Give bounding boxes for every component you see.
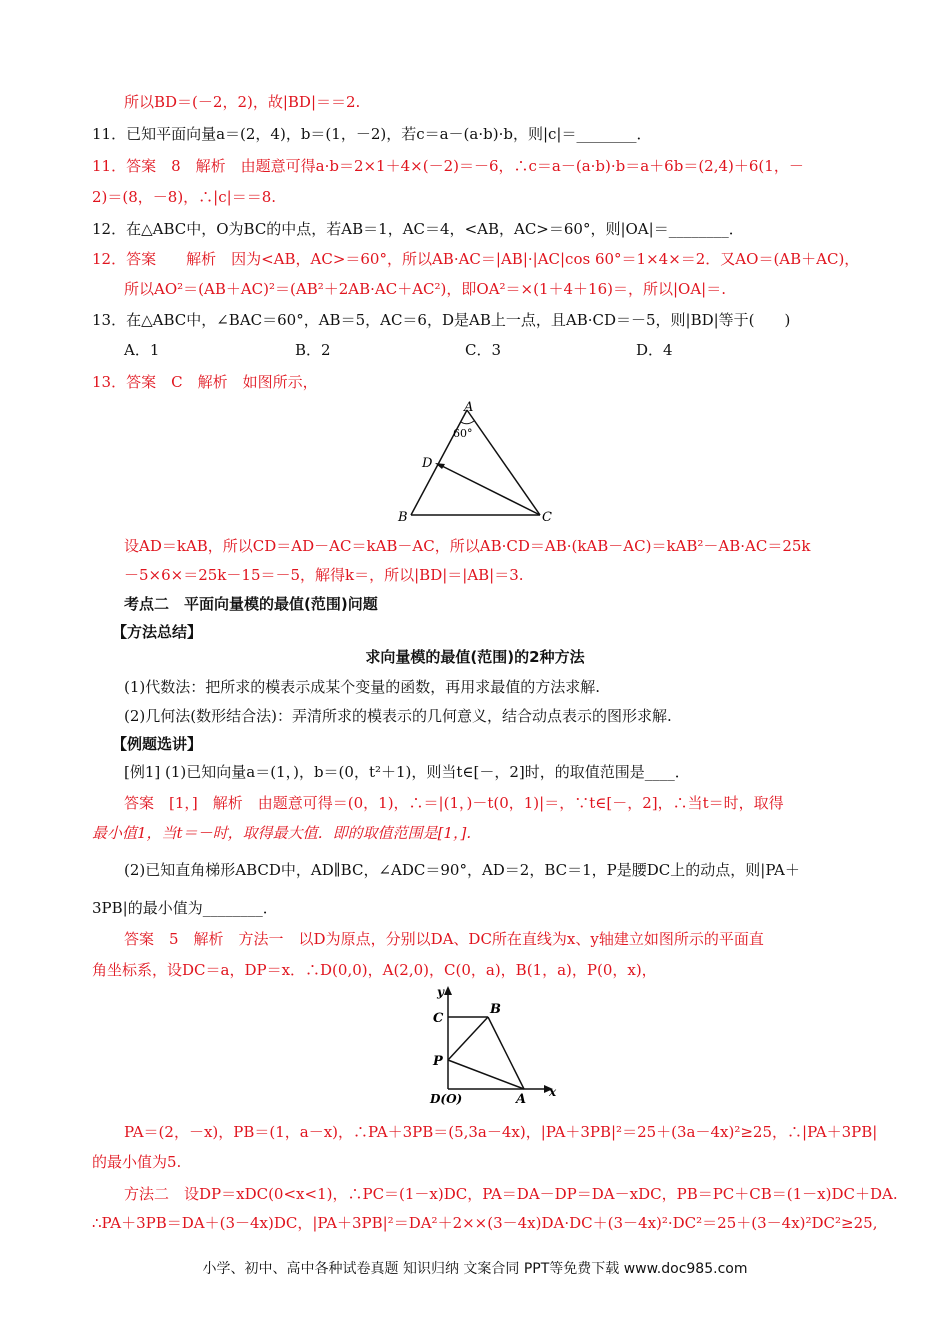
- answer-11: 11．答案 8 解析 由题意可得a·b＝2×1＋4×(－2)＝－6，∴c＝a－(a·b)·b＝a＋6b＝(2,4)＋6(1，－: [92, 157, 804, 175]
- question-13: 13．在△ABC中，∠BAC＝60°，AB＝5，AC＝6，D是AB上一点，且AB·CD＝－5，则|BD|等于( ): [92, 311, 791, 329]
- answer-method-2-cont: ∴PA＋3PB＝DA＋(3－4x)DC，|PA＋3PB|²＝DA²＋2××(3－4x)DA·DC＋(3－4x)²·DC²＝25＋(3－4x)²DC²≥25,: [92, 1214, 878, 1232]
- question-12: 12．在△ABC中，O为BC的中点，若AB＝1，AC＝4，<AB，AC>＝60°，则|OA|＝________．: [92, 220, 744, 238]
- answer-example-1-1-cont: 最小值1，当t＝－时，取得最大值．即的取值范围是[1，].: [92, 824, 472, 842]
- y-axis-arrow: [444, 986, 452, 995]
- label-d: D: [422, 456, 433, 471]
- vector-cd: [438, 464, 540, 515]
- angle-arc: [461, 421, 474, 424]
- solution-13: 设AD＝kAB，所以CD＝AD－AC＝kAB－AC，所以AB·CD＝AB·(kAB－AC)＝kAB²－AB·AC＝25k: [124, 537, 811, 555]
- segment-pb: [448, 1017, 488, 1060]
- answer-12: 12．答案 解析 因为<AB，AC>＝60°，所以AB·AC＝|AB|·|AC|cos 60°＝1×4×＝2．又AO＝(AB＋AC)，: [92, 250, 860, 268]
- segment-pa: [448, 1060, 524, 1089]
- label-c: C: [433, 1011, 444, 1026]
- trapezoid-figure: [420, 983, 570, 1108]
- label-c: C: [542, 510, 552, 525]
- example-1-part-1: [例1] (1)已知向量a＝(1，)，b＝(0，t²＋1)，则当t∈[－，2]时，的取值范围是____．: [124, 763, 690, 781]
- answer-example-1-2-cont: 角坐标系，设DC＝a，DP＝x．∴D(0,0)，A(2,0)，C(0，a)，B(1，a)，P(0，x)，: [92, 961, 657, 979]
- answer-12-cont: 所以AO²＝(AB＋AC)²＝(AB²＋2AB·AC＋AC²)，即OA²＝×(1＋4＋16)＝，所以|OA|＝.: [124, 280, 726, 298]
- choice-a: A．1: [124, 341, 160, 359]
- examples-heading: 【例题选讲】: [112, 735, 203, 753]
- choice-d: D．4: [636, 341, 673, 359]
- answer-method-2: 方法二 设DP＝xDC(0<x<1)，∴PC＝(1－x)DC，PA＝DA－DP＝DA－xDC，PB＝PC＋CB＝(1－x)DC＋DA.: [124, 1185, 898, 1203]
- side-ac: [467, 410, 540, 515]
- label-origin: D(O): [430, 1092, 463, 1106]
- answer-11-cont: 2)＝(8，－8)，∴|c|＝＝8.: [92, 188, 277, 206]
- label-p: P: [433, 1054, 443, 1069]
- answer-example-1-1: 答案 [1，] 解析 由题意可得＝(0，1)，∴＝|(1，)－t(0，1)|＝，∵t∈[－，2]，∴当t＝时，取得: [124, 794, 784, 812]
- choice-c: C．3: [465, 341, 502, 359]
- label-x: x: [549, 1085, 557, 1099]
- answer-13: 13．答案 C 解析 如图所示，: [92, 373, 318, 391]
- answer-example-1-2-line3: PA＝(2，－x)，PB＝(1，a－x)，∴PA＋3PB＝(5,3a－4x)，|PA＋3PB|²＝25＋(3a－4x)²≥25，∴|PA＋3PB|: [124, 1123, 878, 1141]
- label-angle: 60°: [453, 427, 473, 440]
- method-summary-heading: 【方法总结】: [112, 623, 203, 641]
- method-1: (1)代数法：把所求的模表示成某个变量的函数，再用求最值的方法求解.: [124, 678, 601, 696]
- page-footer: 小学、初中、高中各种试卷真题 知识归纳 文案合同 PPT等免费下载 www.doc985.com: [202, 1261, 748, 1277]
- solution-13-cont: －5×6×＝25k－15＝－5，解得k＝，所以|BD|＝|AB|＝3.: [124, 566, 524, 584]
- answer-example-1-2-line4: 的最小值为5.: [92, 1153, 182, 1171]
- method-2: (2)几何法(数形结合法)：弄清所求的模表示的几何意义，结合动点表示的图形求解.: [124, 707, 672, 725]
- label-y: y: [437, 985, 444, 999]
- method-title: 求向量模的最值(范围)的2种方法: [365, 648, 585, 666]
- text-line: 所以BD＝(－2，2)，故|BD|＝＝2.: [124, 93, 361, 111]
- example-1-part-2-cont: 3PB|的最小值为________．: [92, 899, 278, 917]
- section-heading: 考点二 平面向量模的最值(范围)问题: [124, 595, 378, 613]
- side-ab: [411, 410, 467, 515]
- question-11: 11．已知平面向量a＝(2，4)，b＝(1，－2)，若c＝a－(a·b)·b，则|c|＝________．: [92, 125, 652, 143]
- label-b: B: [490, 1002, 501, 1017]
- choice-b: B．2: [295, 341, 331, 359]
- label-a: A: [516, 1092, 527, 1107]
- triangle-figure: [390, 395, 570, 530]
- example-1-part-2: (2)已知直角梯形ABCD中，AD∥BC，∠ADC＝90°，AD＝2，BC＝1，P是腰DC上的动点，则|PA＋: [124, 861, 800, 879]
- label-a: A: [464, 400, 474, 415]
- answer-example-1-2: 答案 5 解析 方法一 以D为原点，分别以DA、DC所在直线为x、y轴建立如图所示的平面直: [124, 930, 764, 948]
- label-b: B: [398, 510, 408, 525]
- side-ba: [488, 1017, 524, 1089]
